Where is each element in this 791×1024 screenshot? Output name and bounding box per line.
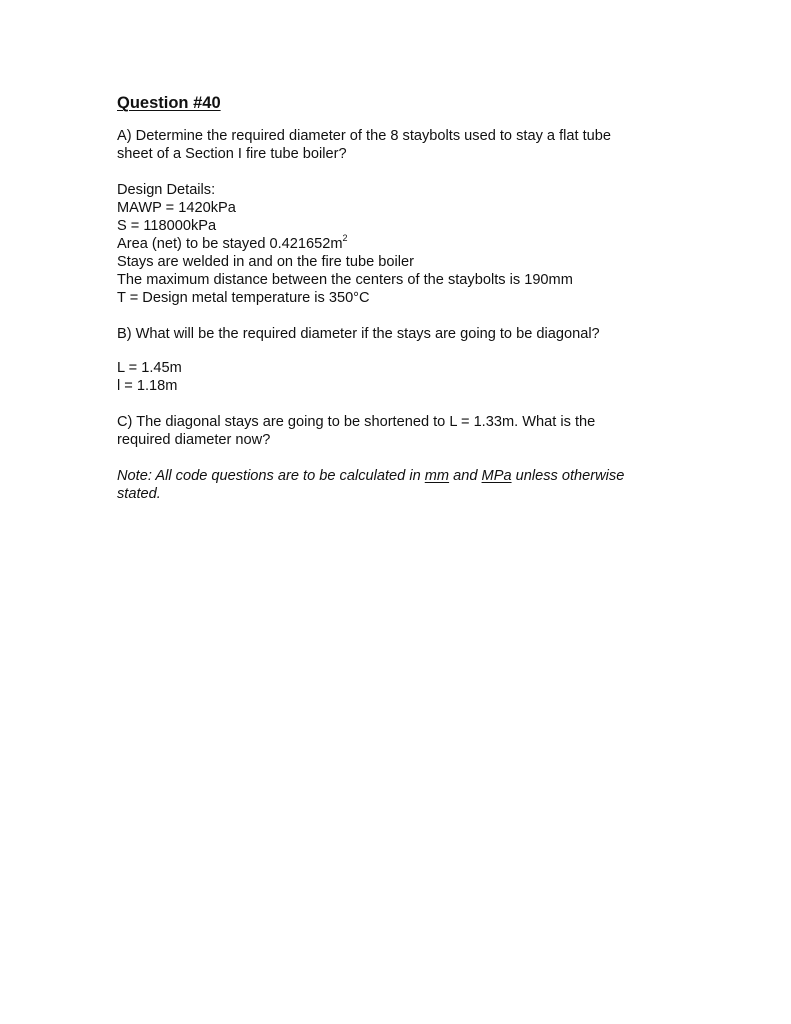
design-area-exponent: 2 (342, 233, 348, 244)
part-b-line-1: B) What will be the required diameter if the stays are going to be diagonal? (117, 326, 600, 342)
design-s: S = 118000kPa (117, 218, 217, 234)
part-c (117, 413, 687, 449)
note-mpa: MPa (481, 468, 512, 484)
part-a (117, 127, 687, 163)
note-line-1 (117, 467, 687, 485)
design-temperature: T = Design metal temperature is 350°C (117, 290, 370, 306)
note-prefix: Note: All code questions are to be calculated in (117, 468, 425, 484)
note-line-2: stated. (117, 486, 161, 502)
note-and: and (449, 468, 482, 484)
note (117, 467, 687, 503)
note-mm: mm (424, 468, 450, 484)
part-a-line-2: sheet of a Section I fire tube boiler? (117, 146, 347, 162)
design-max-distance: The maximum distance between the centers of the staybolts is 190mm (117, 272, 573, 288)
part-b (117, 325, 687, 395)
design-mawp: MAWP = 1420kPa (117, 200, 236, 216)
design-area (117, 235, 687, 253)
note-suffix: unless otherwise (511, 468, 625, 484)
part-b-L: L = 1.45m (117, 360, 182, 376)
part-a-line-1: A) Determine the required diameter of the 8 staybolts used to stay a flat tube (117, 128, 612, 144)
question-title: Question #40 (117, 94, 221, 112)
part-b-l: l = 1.18m (117, 378, 178, 394)
part-c-line-1: C) The diagonal stays are going to be shortened to L = 1.33m. What is the (117, 414, 596, 430)
design-heading: Design Details: (117, 182, 216, 198)
question-content (117, 93, 687, 521)
part-c-line-2: required diameter now? (117, 432, 271, 448)
design-stays: Stays are welded in and on the fire tube boiler (117, 254, 414, 270)
design-details (117, 181, 687, 307)
design-area-text: Area (net) to be stayed 0.421652m (117, 236, 343, 252)
